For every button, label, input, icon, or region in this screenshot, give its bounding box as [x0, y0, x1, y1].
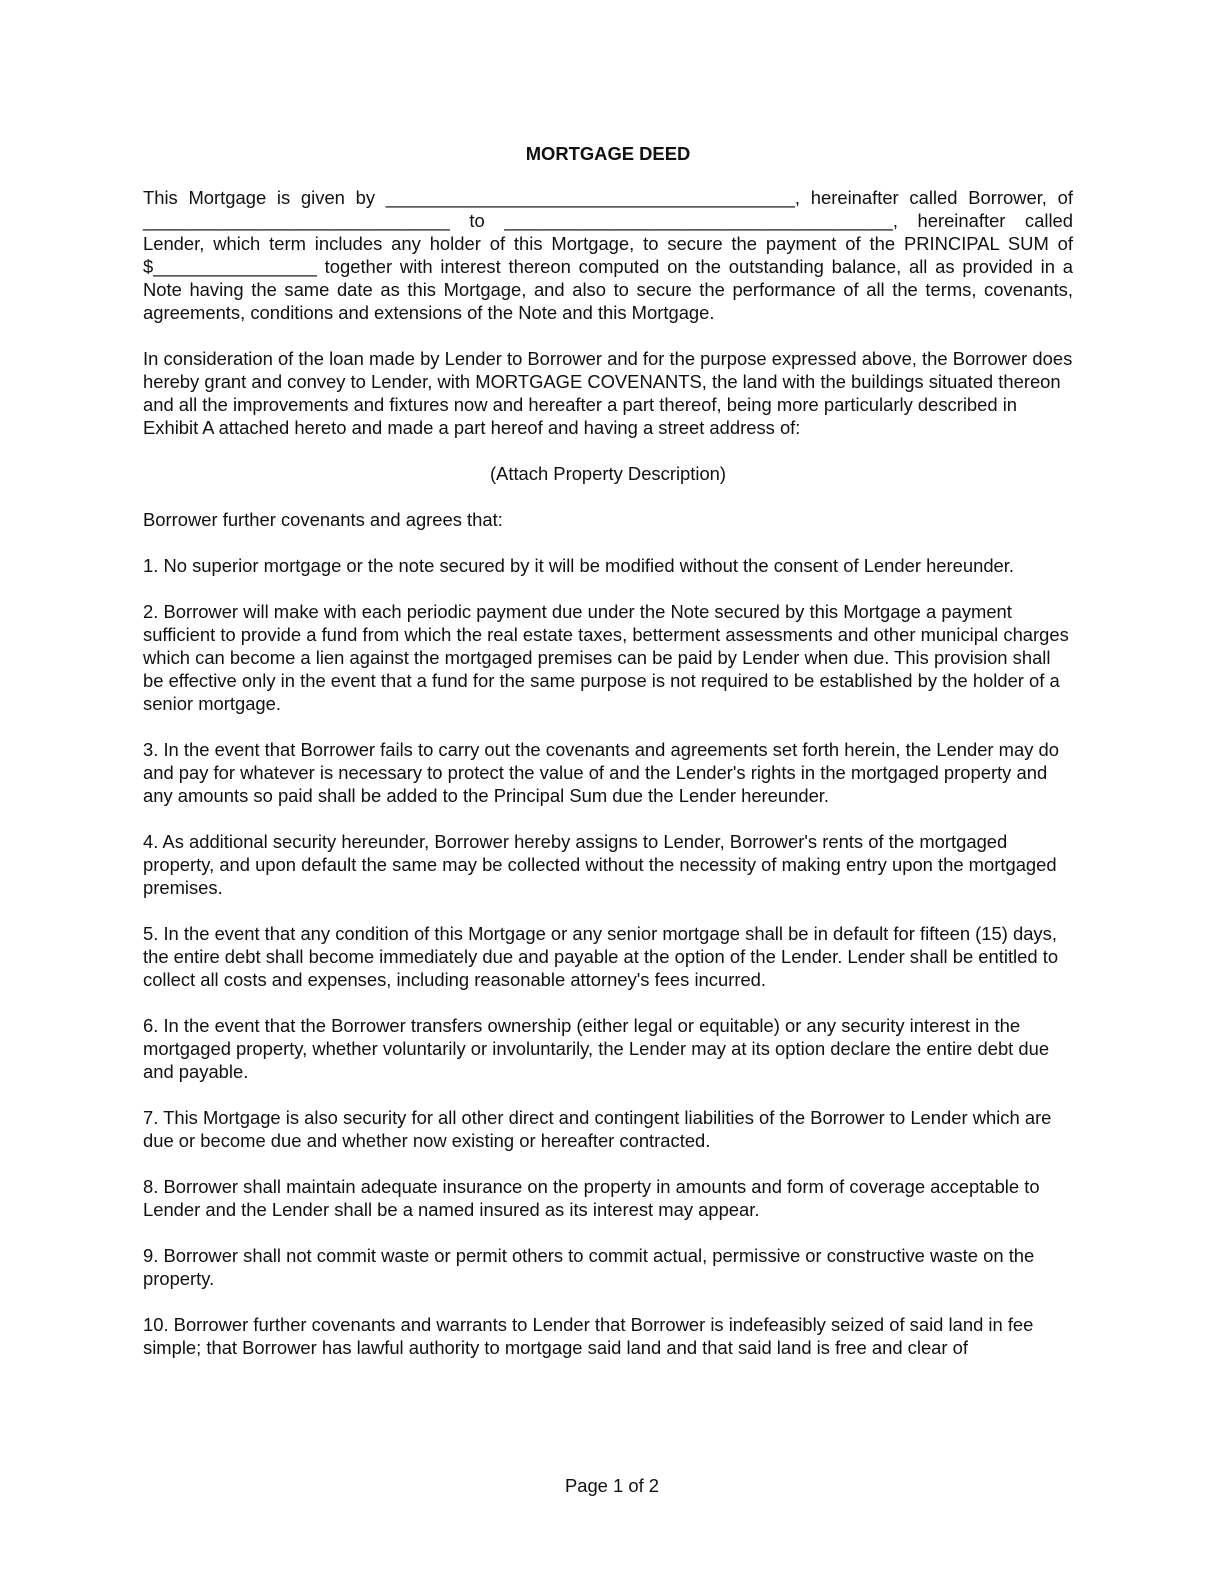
page-number-footer: Page 1 of 2: [564, 1475, 660, 1496]
consideration-paragraph: In consideration of the loan made by Lender to Borrower and for the purpose expressed above, the Borrower does hereby grant and convey to Lender, with MORTGAGE COVENANTS, the land with the buildings situated thereon and all the improvements and fixtures now and hereafter a part thereof, being more particularly described in Exhibit A attached hereto and made a part hereof and having a street address of:: [143, 348, 1073, 438]
clause-7: 7. This Mortgage is also security for all other direct and contingent liabilities of the Borrower to Lender which are due or become due and whether now existing or hereafter contracted.: [143, 1107, 1052, 1151]
clause-1: 1. No superior mortgage or the note secured by it will be modified without the consent of Lender hereunder.: [143, 555, 1015, 576]
attach-property-note: (Attach Property Description): [489, 463, 727, 484]
covenants-intro: Borrower further covenants and agrees that:: [143, 509, 503, 530]
clause-4: 4. As additional security hereunder, Borrower hereby assigns to Lender, Borrower's rents of the mortgaged property, and upon default the same may be collected without the necessity of making entry upon the mortgaged premises.: [143, 831, 1057, 898]
document-page: [143, 142, 1073, 1382]
document-title: MORTGAGE DEED: [525, 143, 691, 164]
clause-8: 8. Borrower shall maintain adequate insurance on the property in amounts and form of coverage acceptable to Lender and the Lender shall be a named insured as its interest may appear.: [143, 1176, 1040, 1220]
clause-3: 3. In the event that Borrower fails to carry out the covenants and agreements set forth herein, the Lender may do and pay for whatever is necessary to protect the value of and the Lender's rights in the mortgaged property and any amounts so paid shall be added to the Principal Sum due the Lender hereunder.: [143, 739, 1059, 806]
clause-9: 9. Borrower shall not commit waste or permit others to commit actual, permissive or constructive waste on the property.: [143, 1245, 1035, 1289]
intro-paragraph: This Mortgage is given by ________________________________________, hereinafter called Borrower, of ______________________________ to ______________________________________, hereinafter called Lender, which term includes any holder of this Mortgage, to secure the payment of the PRINCIPAL SUM of $________________ together with interest thereon computed on the outstanding balance, all as provided in a Note having the same date as this Mortgage, and also to secure the performance of all the terms, covenants, agreements, conditions and extensions of the Note and this Mortgage.: [143, 187, 1073, 323]
clause-6: 6. In the event that the Borrower transfers ownership (either legal or equitable) or any security interest in the mortgaged property, whether voluntarily or involuntarily, the Lender may at its option declare the entire debt due and payable.: [143, 1015, 1050, 1082]
clause-5: 5. In the event that any condition of this Mortgage or any senior mortgage shall be in default for fifteen (15) days, the entire debt shall become immediately due and payable at the option of the Lender. Lender shall be entitled to collect all costs and expenses, including reasonable attorney's fees incurred.: [143, 923, 1059, 990]
clause-10: 10. Borrower further covenants and warrants to Lender that Borrower is indefeasibly seized of said land in fee simple; that Borrower has lawful authority to mortgage said land and that said land is free and clear of: [143, 1314, 1034, 1358]
clause-2: 2. Borrower will make with each periodic payment due under the Note secured by this Mortgage a payment sufficient to provide a fund from which the real estate taxes, betterment assessments and other municipal charges which can become a lien against the mortgaged premises can be paid by Lender when due. This provision shall be effective only in the event that a fund for the same purpose is not required to be established by the holder of a senior mortgage.: [143, 601, 1069, 714]
